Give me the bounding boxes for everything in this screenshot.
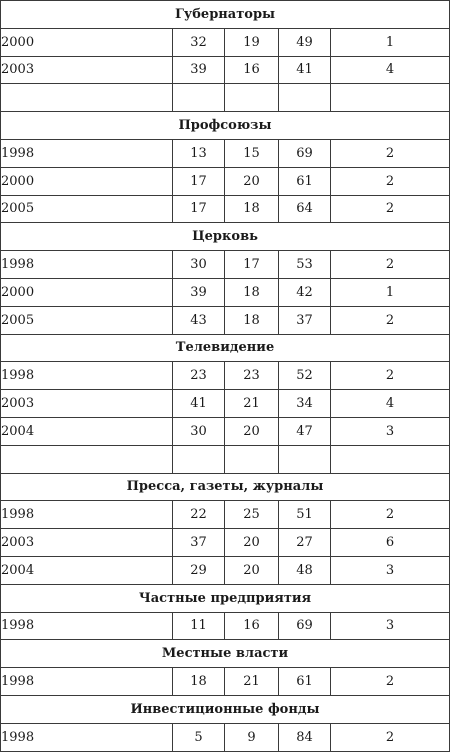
value-cell: 30 [173, 417, 225, 445]
value-cell [173, 84, 225, 112]
table-row [1, 612, 450, 640]
value-cell: 18 [173, 668, 225, 696]
value-cell: 16 [225, 56, 279, 84]
year-cell: 1998 [1, 501, 173, 529]
table-row [1, 306, 450, 334]
table-row [1, 278, 450, 306]
table-row [1, 56, 450, 84]
value-cell [331, 84, 450, 112]
year-cell: 2005 [1, 195, 173, 223]
value-cell [173, 445, 225, 473]
value-cell: 2 [331, 501, 450, 529]
section-title: Местные власти [1, 640, 450, 668]
value-cell: 3 [331, 612, 450, 640]
table-row [1, 167, 450, 195]
year-cell: 2004 [1, 556, 173, 584]
value-cell: 5 [173, 723, 225, 751]
table-row [1, 445, 450, 473]
value-cell: 2 [331, 139, 450, 167]
value-cell: 64 [279, 195, 331, 223]
value-cell: 19 [225, 28, 279, 56]
table-row [1, 556, 450, 584]
year-cell: 2005 [1, 306, 173, 334]
value-cell: 41 [279, 56, 331, 84]
value-cell: 20 [225, 417, 279, 445]
value-cell: 18 [225, 306, 279, 334]
section-header-row [1, 473, 450, 501]
year-cell: 2000 [1, 167, 173, 195]
value-cell: 37 [279, 306, 331, 334]
value-cell: 2 [331, 362, 450, 390]
value-cell: 11 [173, 612, 225, 640]
value-cell [279, 84, 331, 112]
value-cell: 2 [331, 195, 450, 223]
value-cell: 18 [225, 278, 279, 306]
value-cell: 43 [173, 306, 225, 334]
section-header-row [1, 334, 450, 362]
value-cell: 21 [225, 668, 279, 696]
year-cell: 2000 [1, 28, 173, 56]
year-cell [1, 445, 173, 473]
year-cell: 1998 [1, 668, 173, 696]
value-cell: 39 [173, 278, 225, 306]
table-row [1, 668, 450, 696]
value-cell: 22 [173, 501, 225, 529]
value-cell: 25 [225, 501, 279, 529]
value-cell: 34 [279, 390, 331, 418]
year-cell: 2000 [1, 278, 173, 306]
section-header-row [1, 584, 450, 612]
value-cell: 42 [279, 278, 331, 306]
value-cell [331, 445, 450, 473]
value-cell: 16 [225, 612, 279, 640]
value-cell: 69 [279, 139, 331, 167]
year-cell: 1998 [1, 139, 173, 167]
value-cell: 53 [279, 251, 331, 279]
value-cell: 47 [279, 417, 331, 445]
table-row [1, 529, 450, 557]
value-cell: 41 [173, 390, 225, 418]
section-title: Профсоюзы [1, 112, 450, 140]
year-cell [1, 84, 173, 112]
value-cell: 17 [173, 167, 225, 195]
value-cell: 84 [279, 723, 331, 751]
section-title: Инвестиционные фонды [1, 695, 450, 723]
value-cell: 18 [225, 195, 279, 223]
value-cell: 30 [173, 251, 225, 279]
table-row [1, 390, 450, 418]
value-cell: 2 [331, 306, 450, 334]
value-cell: 9 [225, 723, 279, 751]
value-cell: 23 [173, 362, 225, 390]
value-cell: 21 [225, 390, 279, 418]
section-title: Церковь [1, 223, 450, 251]
value-cell: 23 [225, 362, 279, 390]
table-row [1, 195, 450, 223]
section-title: Пресса, газеты, журналы [1, 473, 450, 501]
value-cell: 13 [173, 139, 225, 167]
value-cell: 52 [279, 362, 331, 390]
value-cell: 49 [279, 28, 331, 56]
table-row [1, 362, 450, 390]
table-row [1, 417, 450, 445]
table-row [1, 501, 450, 529]
year-cell: 1998 [1, 251, 173, 279]
value-cell: 32 [173, 28, 225, 56]
value-cell: 3 [331, 417, 450, 445]
value-cell: 48 [279, 556, 331, 584]
section-header-row [1, 695, 450, 723]
table-row [1, 723, 450, 751]
year-cell: 1998 [1, 612, 173, 640]
table-row [1, 139, 450, 167]
value-cell: 39 [173, 56, 225, 84]
section-header-row [1, 640, 450, 668]
value-cell: 1 [331, 28, 450, 56]
section-header-row [1, 1, 450, 29]
value-cell: 61 [279, 167, 331, 195]
value-cell: 17 [225, 251, 279, 279]
value-cell: 51 [279, 501, 331, 529]
value-cell: 3 [331, 556, 450, 584]
value-cell [225, 445, 279, 473]
value-cell: 2 [331, 167, 450, 195]
year-cell: 2003 [1, 529, 173, 557]
value-cell: 27 [279, 529, 331, 557]
section-title: Частные предприятия [1, 584, 450, 612]
value-cell: 4 [331, 56, 450, 84]
value-cell: 1 [331, 278, 450, 306]
table-row [1, 84, 450, 112]
value-cell: 20 [225, 556, 279, 584]
value-cell: 20 [225, 529, 279, 557]
year-cell: 1998 [1, 723, 173, 751]
table-row [1, 251, 450, 279]
value-cell: 20 [225, 167, 279, 195]
year-cell: 2003 [1, 56, 173, 84]
value-cell: 29 [173, 556, 225, 584]
value-cell: 61 [279, 668, 331, 696]
value-cell: 2 [331, 668, 450, 696]
value-cell: 2 [331, 251, 450, 279]
year-cell: 2004 [1, 417, 173, 445]
value-cell [279, 445, 331, 473]
section-title: Телевидение [1, 334, 450, 362]
year-cell: 2003 [1, 390, 173, 418]
year-cell: 1998 [1, 362, 173, 390]
table-row [1, 28, 450, 56]
value-cell [225, 84, 279, 112]
value-cell: 2 [331, 723, 450, 751]
section-header-row [1, 223, 450, 251]
value-cell: 4 [331, 390, 450, 418]
section-header-row [1, 112, 450, 140]
value-cell: 15 [225, 139, 279, 167]
value-cell: 17 [173, 195, 225, 223]
value-cell: 6 [331, 529, 450, 557]
table-body [1, 1, 450, 752]
value-cell: 69 [279, 612, 331, 640]
value-cell: 37 [173, 529, 225, 557]
section-title: Губернаторы [1, 1, 450, 29]
